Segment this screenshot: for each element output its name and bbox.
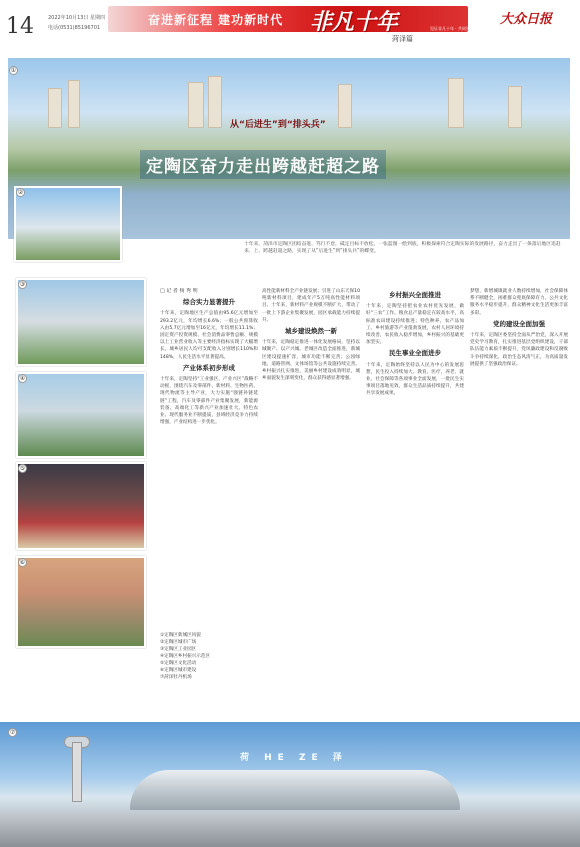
photo-number: ④ <box>19 375 26 382</box>
subheading: 综合实力显著提升 <box>183 298 235 307</box>
control-tower <box>72 742 82 802</box>
paragraph: 十年来，定陶稳定推进一体化发展格局，坚持以城聚产、以产兴城。老城区改造全面推进，新城区建设提速扩容，城市功能不断完善；公园绿地、道路管网、文体场馆等公共设施持续完善。乡村振兴扎实推进，美丽乡村建设成效明显，城乡面貌发生深刻变化，群众获得感显著增强。 <box>262 340 360 382</box>
newspaper-logo: 大众日报 <box>500 12 553 27</box>
paragraph: 十年来，定陶区委坚持全面从严治党，深入开展党史学习教育，扎实推进基层党组织建设，干部队伍能力素质不断提升，党风廉政建设和反腐败斗争持续深化，政治生态风清气正，为高质量发展提供了坚强政治保证。 <box>470 333 568 367</box>
banner-subtitle: 见证非凡十年 · 共同见证非凡 <box>430 26 482 31</box>
article-lead: 十年来，菏泽市定陶区团结奋进、笃行不怠，砥定目标不放松，一张蓝图一绘到底，积极探索符合定陶实际的发展路径，奋力走出了一条落后地区追赶来、上、跨越赶超之路，实现了从“后进生”到“排头兵”的蝶变。 <box>244 242 561 254</box>
subheading: 城乡建设焕然一新 <box>285 327 337 336</box>
photo-number: ⑦ <box>9 729 16 736</box>
city-square-photo <box>14 186 122 262</box>
caption: ②定陶区城市广场 <box>160 640 197 645</box>
article-column-3 <box>366 288 464 713</box>
city-construction-photo <box>16 556 146 648</box>
paragraph: 十年来，定陶坚持“工业强区、产业兴区”战略不动摇，围绕汽车及零部件、新材料、生物医药、现代物流等主导产业，大力实施“强链补链延链”工程，汽车及零部件产业集聚发展，新能源装备、高端化工等新兴产业加速壮大。特色农业、现代服务业不断提质，县域经济竞争力持续增强，产业结构进一步优化。 <box>160 377 258 426</box>
airport-name: 荷 HE ZE 泽 <box>240 753 348 763</box>
caption: ③定陶区工业园区 <box>160 647 197 652</box>
editor-contact: 电话(0531)85196701 <box>48 25 101 31</box>
village-photo <box>16 372 146 458</box>
caption: ①定陶区新城区风貌 <box>160 633 201 638</box>
photo-number: ③ <box>19 281 26 288</box>
paragraph: 十年来，定陶坚持把农业农村优先发展，做好“三农”工作。粮食总产量稳定在较高水平，高标准农田建设持续推进；特色种养、农产品加工、乡村旅游等产业蓬勃发展，农村人居环境持续改善，农民收入稳步增加，乡村振兴的基础更加坚实。 <box>366 304 464 346</box>
subheading: 产业体系初步形成 <box>183 363 235 372</box>
subheading: 党的建设全面加强 <box>493 319 545 328</box>
building <box>68 80 80 128</box>
building <box>508 86 522 128</box>
culture-activity-photo <box>16 462 146 550</box>
photo-number: ① <box>10 67 17 74</box>
paragraph: 梦想，新增城镇就业人数持续增加，社会保障体系不断健全，困难群众兜底保障有力，公共文化服务水平稳步提升，群众精神文化生活更加丰富多彩。 <box>470 289 568 316</box>
airport-terminal <box>130 770 460 810</box>
photo-number: ② <box>17 189 24 196</box>
article-title: 定陶区奋力走出跨越赶超之路 <box>140 150 386 179</box>
paragraph: 高性能新材料全产业链发展；引进了山东天保10吨新材料项目，建成年产5万吨高性能材料项目。十年来，新材料产业规模不断扩大，带动了一批上下游企业集聚发展，园区承载能力持续提升。 <box>262 289 360 323</box>
photo-number: ⑤ <box>19 465 26 472</box>
paragraph: 十年来，定陶始终坚持以人民为中心的发展思想，民生投入持续加大。教育、医疗、养老、就业、社会保障等各项事业全面发展，一批民生实事项目落地见效，群众生活品质持续提升，共建共享发展成果。 <box>366 362 464 397</box>
issue-date: 2022年10月13日 星期四 <box>48 15 106 21</box>
article-column-4 <box>470 288 568 713</box>
article-byline: □ 记 者 杨 秀 明 <box>160 288 198 294</box>
subheading: 民生事业全面进步 <box>389 349 441 358</box>
photo-number: ⑥ <box>19 559 26 566</box>
building <box>208 76 222 128</box>
building <box>188 82 204 128</box>
article-column-2 <box>262 288 360 713</box>
page-header <box>0 0 580 46</box>
page-number: 14 <box>6 14 34 39</box>
caption: ⑤定陶区文化活动 <box>160 661 197 666</box>
paragraph: 十年来，定陶地区生产总值由95.6亿元增加至293.2亿元，年均增长6.6%；一般公共预算收入由5.7亿元增加至16亿元，年均增长11.1%；固定资产投资规模、社会消费品零售总额、规模以上工业营业收入等主要经济指标实现了大幅增长。城乡居民人均可支配收入分别增长110%和148%，人民生活水平显著提高。 <box>160 311 258 360</box>
building <box>448 78 464 128</box>
article-column-1 <box>160 288 258 628</box>
banner-title: 非凡十年 <box>310 9 399 35</box>
photo-captions <box>160 632 210 681</box>
industrial-park-photo <box>16 278 146 366</box>
subheading: 乡村振兴全面推进 <box>389 291 441 299</box>
building <box>338 84 352 128</box>
building <box>48 88 62 128</box>
section-label: 菏泽篇 <box>392 35 413 43</box>
caption: ⑦菏泽牡丹机场 <box>160 675 192 680</box>
banner-slogan: 奋进新征程 建功新时代 <box>148 13 284 27</box>
article-kicker: 从“后进生”到“排头兵” <box>230 120 326 130</box>
caption: ⑥定陶区城市建设 <box>160 668 197 673</box>
caption: ④定陶区乡村振兴示范区 <box>160 654 211 659</box>
